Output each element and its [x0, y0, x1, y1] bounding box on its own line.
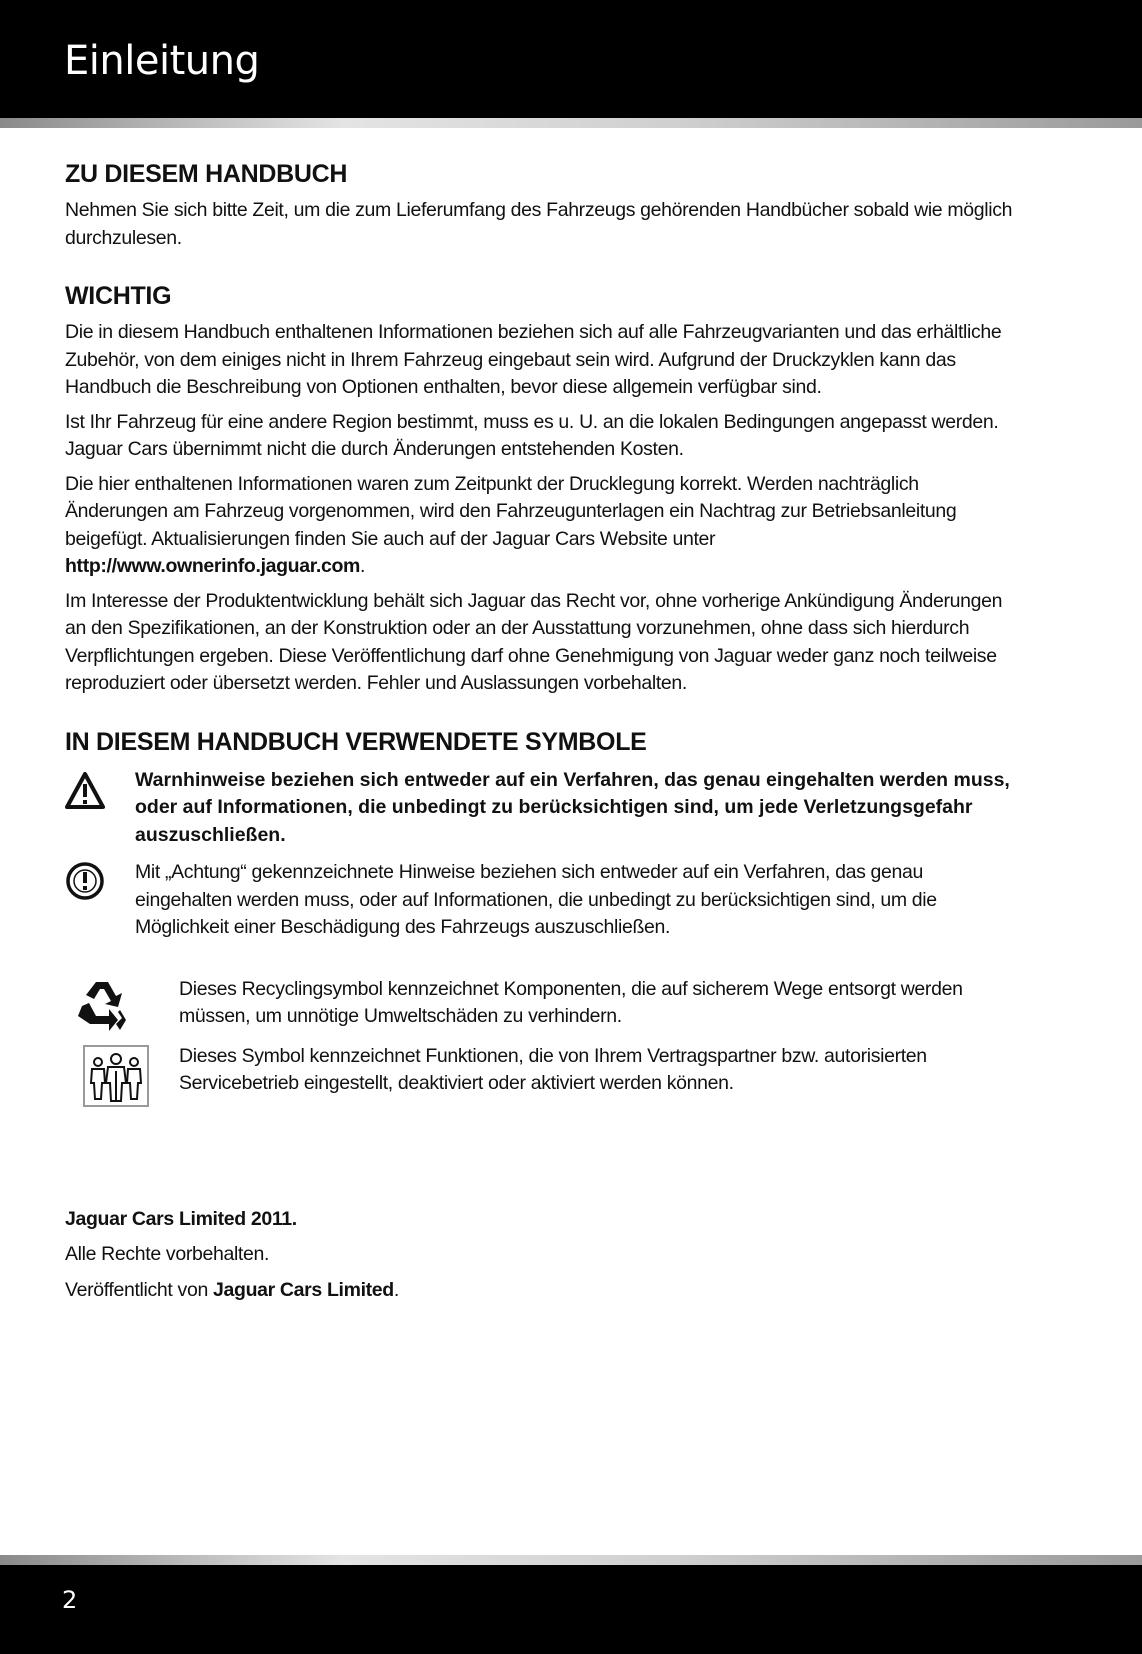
- dealer-text: Dieses Symbol kennzeichnet Funktionen, die von Ihrem Vertragspartner bzw. autorisierten Servicebetrieb eingestellt, deaktiviert oder aktiviert werden können.: [179, 1044, 927, 1094]
- copyright-line-3-end: .: [393, 1278, 399, 1301]
- copyright-line-2: Alle Rechte vorbehalten.: [65, 1243, 270, 1265]
- important-paragraph-2: Ist Ihr Fahrzeug für eine andere Region bestimmt, muss es u. U. an die lokalen Bedingungen angepasst werden. Jaguar Cars übernimmt nicht die durch Änderungen entstehenden Kosten.: [65, 410, 999, 460]
- publisher-name: Jaguar Cars Limited: [213, 1278, 394, 1301]
- important-paragraph-1: Die in diesem Handbuch enthaltenen Informationen beziehen sich auf alle Fahrzeugvarianten und das erhältliche Zubehör, von dem einiges nicht in Ihrem Fahrzeug eingebaut sein wird. Aufgrund der Druckzyklen kann das Handbuch die Beschreibung von Optionen enthalten, bevor diese allgemein verfügbar sind.: [65, 321, 1002, 398]
- website-link[interactable]: http://www.ownerinfo.jaguar.com: [65, 555, 361, 577]
- footer-divider: [0, 1555, 1142, 1565]
- warning-triangle-icon: [65, 771, 105, 816]
- symbol-row-caution: [65, 859, 1025, 942]
- section-heading-important: WICHTIG: [65, 282, 172, 310]
- important-paragraph-3: [65, 471, 1025, 581]
- section-important: [65, 282, 1025, 698]
- symbol-row-recycling: [65, 976, 1025, 1031]
- copyright-line-3: [65, 1277, 1025, 1305]
- recycling-text: Dieses Recyclingsymbol kennzeichnet Komponenten, die auf sicherem Wege entsorgt werden müssen, um unnötige Umweltschäden zu verhindern.: [179, 977, 963, 1027]
- copyright-block: [65, 1206, 1025, 1305]
- about-text: Nehmen Sie sich bitte Zeit, um die zum Lieferumfang des Fahrzeugs gehörenden Handbücher sobald wie möglich durchzulesen.: [65, 199, 1013, 249]
- important-paragraph-3-text: Die hier enthaltenen Informationen waren zum Zeitpunkt der Drucklegung korrekt. Werden nachträglich Änderungen am Fahrzeug vorgenommen, wird den Fahrzeugunterlagen ein Nachtrag zur Betriebsanleitung beigefügt. Aktualisierungen finden Sie auch auf der Jaguar Cars Website unter: [65, 472, 957, 550]
- section-about: [65, 160, 1025, 252]
- caution-circle-icon: [65, 861, 105, 906]
- dealer-service-icon: [83, 1045, 149, 1112]
- important-paragraph-3-end: .: [360, 555, 366, 577]
- warning-text: Warnhinweise beziehen sich entweder auf ein Verfahren, das genau eingehalten werden muss, oder auf Informationen, die unbedingt zu berücksichtigen sind, um jede Verletzungsgefahr auszuschließen.: [135, 768, 1010, 846]
- section-symbols: [65, 728, 1025, 1098]
- copyright-line-1: Jaguar Cars Limited 2011.: [65, 1207, 297, 1230]
- section-heading-symbols: IN DIESEM HANDBUCH VERWENDETE SYMBOLE: [65, 727, 647, 756]
- page-title: Einleitung: [64, 38, 260, 84]
- important-paragraph-4: Im Interesse der Produktentwicklung behält sich Jaguar das Recht vor, ohne vorherige Ankündigung Änderungen an den Spezifikationen, an der Konstruktion oder an der Ausstattung vorzunehmen, ohne dass sich hierdurch Verpflichtungen ergeben. Diese Veröffentlichung darf ohne Genehmigung von Jaguar weder ganz noch teilweise reproduziert oder übersetzt werden. Fehler und Auslassungen vorbehalten.: [65, 589, 1003, 694]
- copyright-line-3-prefix: Veröffentlicht von: [65, 1278, 214, 1301]
- symbol-row-warning: [65, 767, 1025, 850]
- main-content: [65, 150, 1025, 1304]
- recycling-icon: [72, 976, 132, 1041]
- header-divider: [0, 118, 1142, 128]
- symbol-row-dealer: [65, 1043, 1025, 1098]
- footer-bar: [0, 1565, 1142, 1654]
- section-heading-about: ZU DIESEM HANDBUCH: [65, 160, 348, 188]
- caution-text: Mit „Achtung“ gekennzeichnete Hinweise beziehen sich entweder auf ein Verfahren, das genau eingehalten werden muss, oder auf Informationen, die unbedingt zu berücksichtigen sind, um die Möglichkeit einer Beschädigung des Fahrzeugs auszuschließen.: [135, 861, 937, 938]
- page-number: 2: [62, 1586, 78, 1614]
